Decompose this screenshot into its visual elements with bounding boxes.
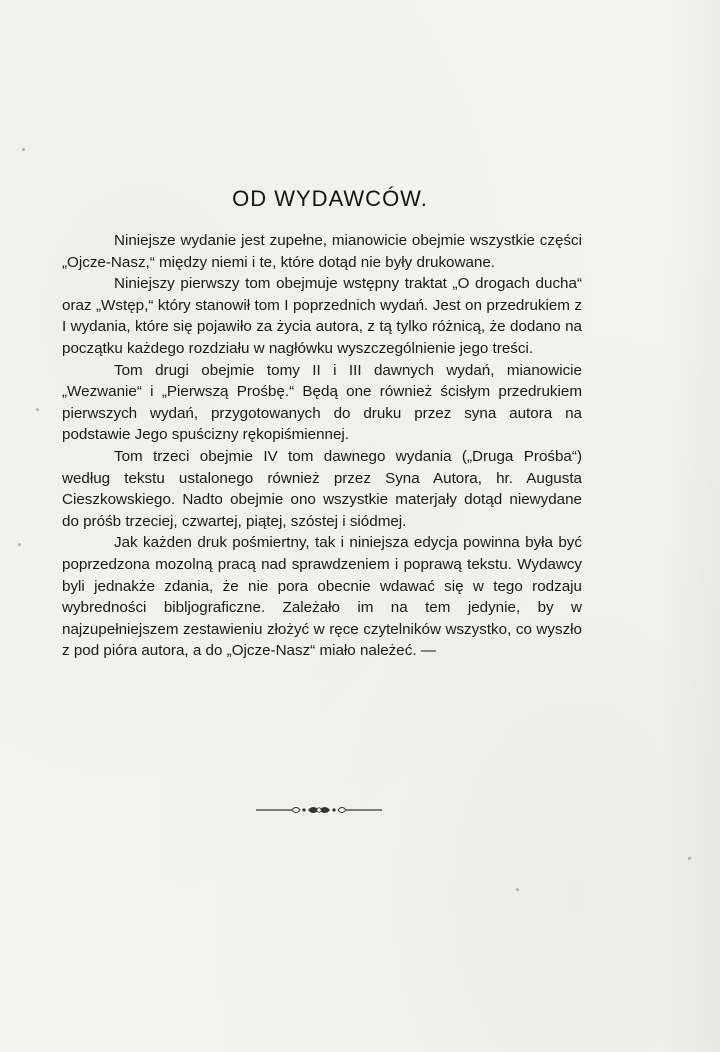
paragraph-3: Tom drugi obejmie tomy II i III dawnych wydań, mianowicie „Wezwanie“ i „Pierwszą Prośbę.“ Będą one również ścisłym przedrukiem pierwszych wydań, przygotowanych do druku przez syna autora na podstawie Jego spuścizny rękopiśmiennej. bbox=[62, 361, 582, 444]
page-edge-shadow bbox=[660, 0, 720, 1052]
decorative-divider-icon bbox=[254, 802, 384, 818]
paragraph-4: Tom trzeci obejmie IV tom dawnego wydania („Druga Prośba“) według tekstu ustalonego również przez Syna Autora, hr. Augusta Cieszkowskiego. Nadto obejmie ono wszystkie materjały dotąd niewydane do próśb trzeciej, czwartej, piątej, szóstej i siódmej. bbox=[62, 447, 582, 530]
paper-speck bbox=[36, 408, 39, 411]
paragraph-5: Jak każden druk pośmiertny, tak i niniejsza edycja powinna była być poprzedzona mozolną pracą nad sprawdzeniem i poprawą tekstu. Wydawcy byli jednakże zdania, że nie pora obecnie wdawać się w tego rodzaju wybredności bibljograficzne. Zależało im na tem jedynie, by w najzupełniejszem zestawieniu złożyć w ręce czytelników wszystko, co wyszło z pod pióra autora, a do „Ojcze-Nasz“ miało należeć. — bbox=[62, 534, 582, 660]
paper-speck bbox=[516, 888, 519, 891]
preface-text bbox=[62, 230, 582, 662]
paper-speck bbox=[22, 148, 25, 151]
paragraph-2: Niniejszy pierwszy tom obejmuje wstępny traktat „O drogach ducha“ oraz „Wstęp,“ który stanowił tom I poprzednich wydań. Jest on przedrukiem z I wydania, które się pojawiło za życia autora, z tą tylko różnicą, że dodano na początku każdego rozdziału w nagłówku wyszczególnienie jego treści. bbox=[62, 275, 582, 357]
page-title: OD WYDAWCÓW. bbox=[232, 186, 428, 211]
paper-speck bbox=[688, 857, 691, 860]
paper-speck bbox=[18, 543, 21, 546]
paragraph-1: Niniejsze wydanie jest zupełne, mianowicie obejmie wszystkie części „Ojcze-Nasz,“ między niemi i te, które dotąd nie były drukowane. bbox=[62, 232, 582, 271]
